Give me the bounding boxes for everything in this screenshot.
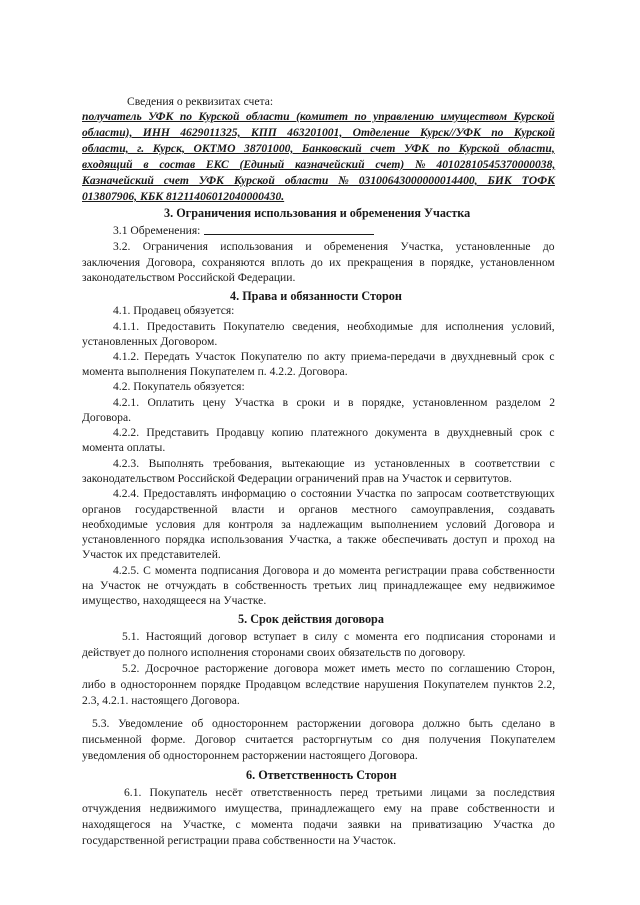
section-5-heading: 5. Срок действия договора (238, 612, 384, 626)
section-4-line: 4.2.4. Предоставлять информацию о состоянии Участка по запросам соответствующих (113, 487, 555, 500)
section-5-line: 5.1. Настоящий договор вступает в силу с момента его подписания сторонами и (122, 630, 556, 643)
section-4-line: 4.1. Продавец обязуется: (113, 304, 235, 317)
section-3-line: заключения Договора, сохраняются вплоть до их прекращения в порядке, установленном (82, 256, 555, 269)
section-5-line: 5.2. Досрочное расторжение договора может иметь место по соглашению Сторон, (122, 662, 556, 675)
section-5-line: либо в одностороннем порядке Продавцом вследствие нарушения Покупателем пунктов 2.2, (82, 678, 556, 691)
requisites-line: области), ИНН 4629011325, КПП 463201001, Отделение Курск//УФК по Курской (82, 126, 555, 139)
section-3-line: законодательством Российской Федерации. (82, 271, 296, 284)
section-4-heading: 4. Права и обязанности Сторон (230, 289, 402, 303)
section-5-line: письменной форме. Договор считается расторгнутым со дня получения Покупателем (82, 733, 556, 746)
requisites-lead: Сведения о реквизитах счета: (127, 95, 274, 108)
section-6-heading: 6. Ответственность Сторон (246, 768, 397, 782)
section-4-line: установленного порядка использования Участка, а также обеспечивать доступ и проход на (82, 533, 556, 546)
section-6-line: 6.1. Покупатель несёт ответственность перед третьими лицами за последствия (124, 786, 555, 799)
requisites-line: Казначейский счет УФК Курской области № 03100643000000014400, БИК ТОФК (82, 174, 555, 187)
section-4-line: 4.1.1. Предоставить Покупателю сведения, необходимые для исполнения условий, (113, 320, 555, 333)
section-4-line: 4.2.1. Оплатить цену Участка в сроки и в порядке, установленном разделом 2 (113, 396, 556, 409)
section-4-line: момента оплаты. (82, 441, 166, 454)
section-5-line: уведомления об одностороннем расторжении настоящего Договора. (82, 749, 418, 762)
section-4-line: имущество, находящееся на Участке. (82, 594, 267, 607)
section-6-line: отчуждения недвижимого имущества, принадлежащего ему на праве собственности и (82, 802, 555, 815)
section-4-line: Участок их представителей. (82, 548, 221, 561)
section-5-line: 5.3. Уведомление об одностороннем расторжении договора должно быть сделано в (92, 717, 556, 730)
section-3-heading: 3. Ограничения использования и обременения Участка (164, 206, 471, 220)
section-4-line: органов государственной власти и органов местного самоуправления, создавать (82, 503, 555, 516)
section-4-line: момента выполнения Покупателем п. 4.2.2. Договора. (82, 365, 348, 378)
section-4-line: Договора. (82, 411, 132, 424)
section-4-line: 4.2.5. С момента подписания Договора и до момента регистрации права собственности (113, 564, 555, 577)
section-4-line: 4.2.3. Выполнять требования, вытекающие из установленных в соответствии с (113, 457, 555, 470)
section-6-line: государственной регистрации права собственности на Участок. (82, 834, 396, 847)
section-4-line: установленных Договором. (82, 335, 218, 348)
section-3-line: 3.1 Обременения: (113, 224, 201, 237)
requisites-line: получатель УФК по Курской области (комитет по управлению имуществом Курской (82, 110, 555, 123)
requisites-line: области, г. Курск, ОКТМО 38701000, Банковский счет УФК по Курской области, (82, 142, 555, 155)
section-3-line: 3.2. Ограничения использования и обременения Участка, установленные до (113, 240, 555, 253)
section-4-line: 4.2. Покупатель обязуется: (113, 380, 245, 393)
section-4-line: необходимые условия для контроля за надлежащим выполнением условий Договора и (82, 518, 555, 531)
section-5-line: действует до полного исполнения сторонами своих обязательств по договору. (82, 646, 466, 659)
section-4-line: законодательством Российской Федерации ограничений прав на Участок и сервитутов. (82, 472, 512, 485)
encumbrance-blank-line (204, 234, 374, 235)
section-5-line: 2.3, 4.2.1. настоящего Договора. (82, 694, 240, 707)
section-6-line: находящегося на Участке, с момента подачи заявки на приватизацию Участка до (82, 818, 555, 831)
section-4-line: 4.2.2. Представить Продавцу копию платежного документа в двухдневный срок с (113, 426, 555, 439)
requisites-line: входящий в состав ЕКС (Единый казначейский счет) № 40102810545370000038, (82, 158, 556, 171)
section-4-line: 4.1.2. Передать Участок Покупателю по акту приема-передачи в двухдневный срок с (113, 350, 555, 363)
requisites-line: 013807906, КБК 81211406012040000430. (82, 190, 285, 203)
section-4-line: на Участок не отчуждать в собственность третьих лиц принадлежащее ему недвижимое (82, 579, 555, 592)
